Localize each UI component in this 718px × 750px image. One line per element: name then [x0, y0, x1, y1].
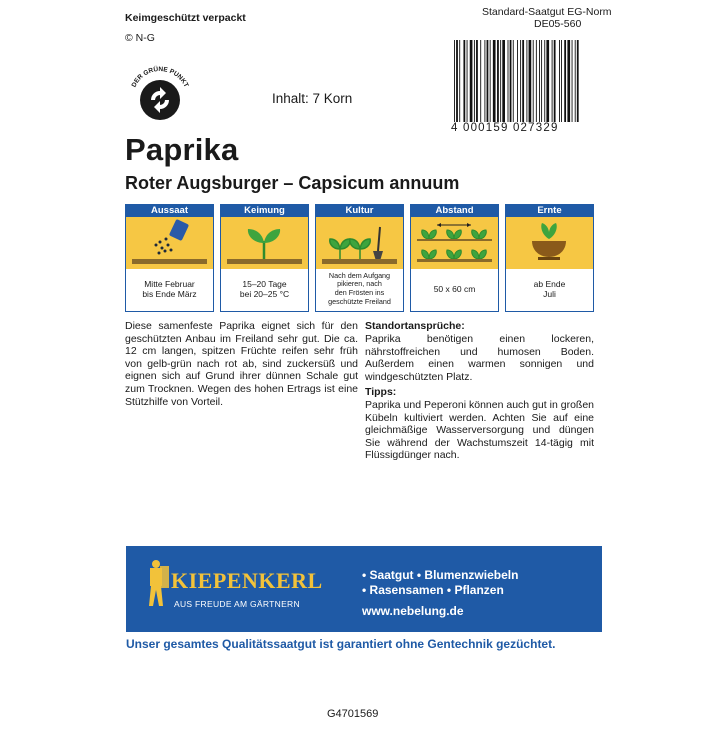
location-text: Paprika benötigen einen lockeren, nährstoffreichen und humosen Boden. Außerdem einen warmen sonnigen und windgeschützten Platz. — [365, 333, 594, 383]
article-code: G4701569 — [327, 708, 379, 720]
products-line-1: • Saatgut • Blumenzwiebeln — [362, 568, 519, 582]
guarantee-note: Unser gesamtes Qualitätssaatgut ist garantiert ohne Gentechnik gezüchtet. — [126, 637, 556, 651]
card-title: Ernte — [506, 205, 593, 217]
barcode-number: 4 000159 027329 — [451, 122, 559, 134]
card-aussaat — [125, 204, 214, 312]
location-heading: Standortansprüche: — [365, 320, 465, 332]
card-text: ab Ende Juli — [533, 279, 566, 299]
card-text: Nach dem Aufgang pikieren, nach den Frösten ins geschützte Freiland — [328, 270, 391, 306]
tips-heading: Tipps: — [365, 386, 397, 398]
seed-packet-icon — [126, 217, 213, 269]
brand-name: KIEPENKERL — [171, 568, 323, 593]
brand-band — [126, 546, 602, 632]
card-kultur — [315, 204, 404, 312]
packed-label: Keimgeschützt verpackt — [125, 12, 246, 24]
barcode — [452, 40, 582, 122]
card-text: Mitte Februar bis Ende März — [142, 279, 197, 299]
harvest-bowl-icon — [506, 217, 593, 269]
content-label: Inhalt: 7 Korn — [272, 91, 353, 106]
website-link[interactable]: www.nebelung.de — [362, 604, 464, 618]
card-text: 50 x 60 cm — [433, 284, 476, 294]
code-label: DE05-560 — [534, 18, 582, 30]
products-line-2: • Rasensamen • Pflanzen — [362, 583, 504, 597]
card-ernte — [505, 204, 594, 312]
plant-shovel-icon — [316, 217, 403, 269]
description-text: Diese samenfeste Paprika eignet sich für den geschützten Anbau im Freiland sehr gut. Die ca. 12 cm langen, spitzen Früchte reifen sehr früh von gelb-grün nach rot ab, sind zuckersüß und eignen sich auf Grund ihrer dünnen Schale gut zum Trocknen. Wegen des hohen Ertrags ist eine Stützhilfe von Vorteil. — [125, 320, 358, 408]
tips-text: Paprika und Peperoni können auch gut in großen Kübeln kultiviert werden. Achten Sie auf eine gleichmäßige Wasserversorgung und düngen Sie während der Wachstumszeit 14-tägig mit Flüssigdünger nach. — [365, 399, 594, 462]
card-text: 15–20 Tage bei 20–25 °C — [239, 279, 290, 299]
card-title: Keimung — [221, 205, 308, 217]
card-abstand — [410, 204, 499, 312]
logo-text: DER GRÜNE PUNKT — [130, 65, 190, 89]
product-title: Paprika — [125, 132, 239, 167]
spacing-icon — [411, 217, 498, 269]
seedling-icon — [221, 217, 308, 269]
kiepenkerl-figure-icon — [144, 558, 172, 615]
gruener-punkt-logo — [125, 60, 195, 130]
card-title: Abstand — [411, 205, 498, 217]
standard-label: Standard-Saatgut EG-Norm — [482, 6, 612, 18]
card-keimung — [220, 204, 309, 312]
copyright-label: © N-G — [125, 32, 155, 44]
brand-tagline: AUS FREUDE AM GÄRTNERN — [174, 599, 300, 609]
product-subtitle: Roter Augsburger – Capsicum annuum — [125, 173, 460, 193]
card-title: Aussaat — [126, 205, 213, 217]
card-title: Kultur — [316, 205, 403, 217]
